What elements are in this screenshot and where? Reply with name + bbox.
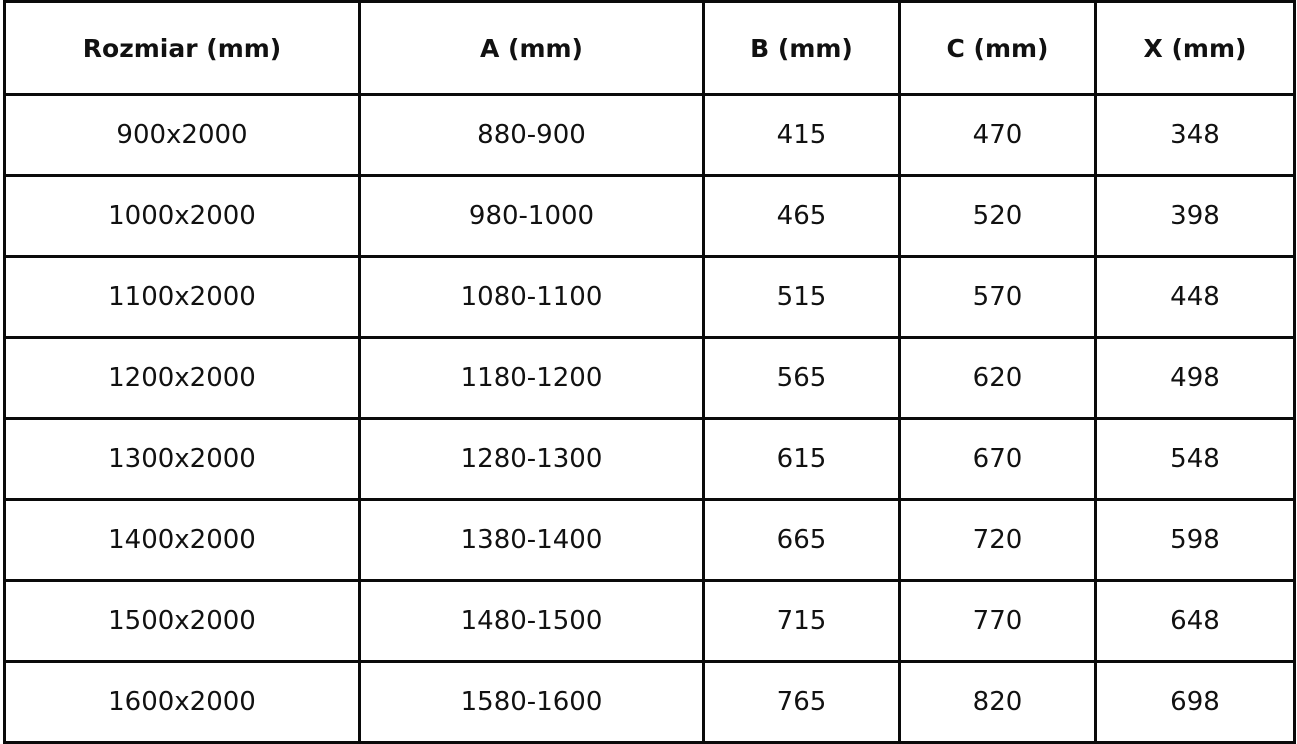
- cell-a: 880-900: [360, 95, 704, 176]
- cell-size: 1400x2000: [5, 500, 360, 581]
- cell-x: 648: [1096, 581, 1295, 662]
- cell-x: 398: [1096, 176, 1295, 257]
- cell-a: 1180-1200: [360, 338, 704, 419]
- cell-b: 665: [704, 500, 900, 581]
- cell-c: 670: [900, 419, 1096, 500]
- cell-size: 900x2000: [5, 95, 360, 176]
- table-header-row: [5, 2, 1295, 95]
- cell-a: 980-1000: [360, 176, 704, 257]
- table-row: [5, 419, 1295, 500]
- cell-b: 565: [704, 338, 900, 419]
- cell-size: 1000x2000: [5, 176, 360, 257]
- table-body: [5, 95, 1295, 743]
- cell-a: 1580-1600: [360, 662, 704, 743]
- cell-b: 615: [704, 419, 900, 500]
- cell-a: 1380-1400: [360, 500, 704, 581]
- cell-c: 720: [900, 500, 1096, 581]
- cell-b: 515: [704, 257, 900, 338]
- cell-b: 715: [704, 581, 900, 662]
- column-header-rozmiar: Rozmiar (mm): [5, 2, 360, 95]
- cell-size: 1200x2000: [5, 338, 360, 419]
- column-header-x: X (mm): [1096, 2, 1295, 95]
- cell-c: 470: [900, 95, 1096, 176]
- cell-a: 1480-1500: [360, 581, 704, 662]
- cell-size: 1500x2000: [5, 581, 360, 662]
- cell-size: 1300x2000: [5, 419, 360, 500]
- table-header: [5, 2, 1295, 95]
- cell-size: 1100x2000: [5, 257, 360, 338]
- column-header-b: B (mm): [704, 2, 900, 95]
- cell-c: 570: [900, 257, 1096, 338]
- cell-x: 448: [1096, 257, 1295, 338]
- cell-c: 620: [900, 338, 1096, 419]
- column-header-a: A (mm): [360, 2, 704, 95]
- table-row: [5, 581, 1295, 662]
- table-row: [5, 176, 1295, 257]
- cell-c: 520: [900, 176, 1096, 257]
- cell-a: 1080-1100: [360, 257, 704, 338]
- table-row: [5, 95, 1295, 176]
- cell-b: 465: [704, 176, 900, 257]
- cell-a: 1280-1300: [360, 419, 704, 500]
- table-row: [5, 500, 1295, 581]
- cell-b: 415: [704, 95, 900, 176]
- cell-c: 820: [900, 662, 1096, 743]
- cell-size: 1600x2000: [5, 662, 360, 743]
- cell-x: 548: [1096, 419, 1295, 500]
- dimensions-table: [3, 0, 1296, 744]
- cell-x: 348: [1096, 95, 1295, 176]
- table-row: [5, 662, 1295, 743]
- cell-b: 765: [704, 662, 900, 743]
- table-row: [5, 338, 1295, 419]
- cell-x: 598: [1096, 500, 1295, 581]
- cell-x: 498: [1096, 338, 1295, 419]
- column-header-c: C (mm): [900, 2, 1096, 95]
- cell-x: 698: [1096, 662, 1295, 743]
- table-row: [5, 257, 1295, 338]
- cell-c: 770: [900, 581, 1096, 662]
